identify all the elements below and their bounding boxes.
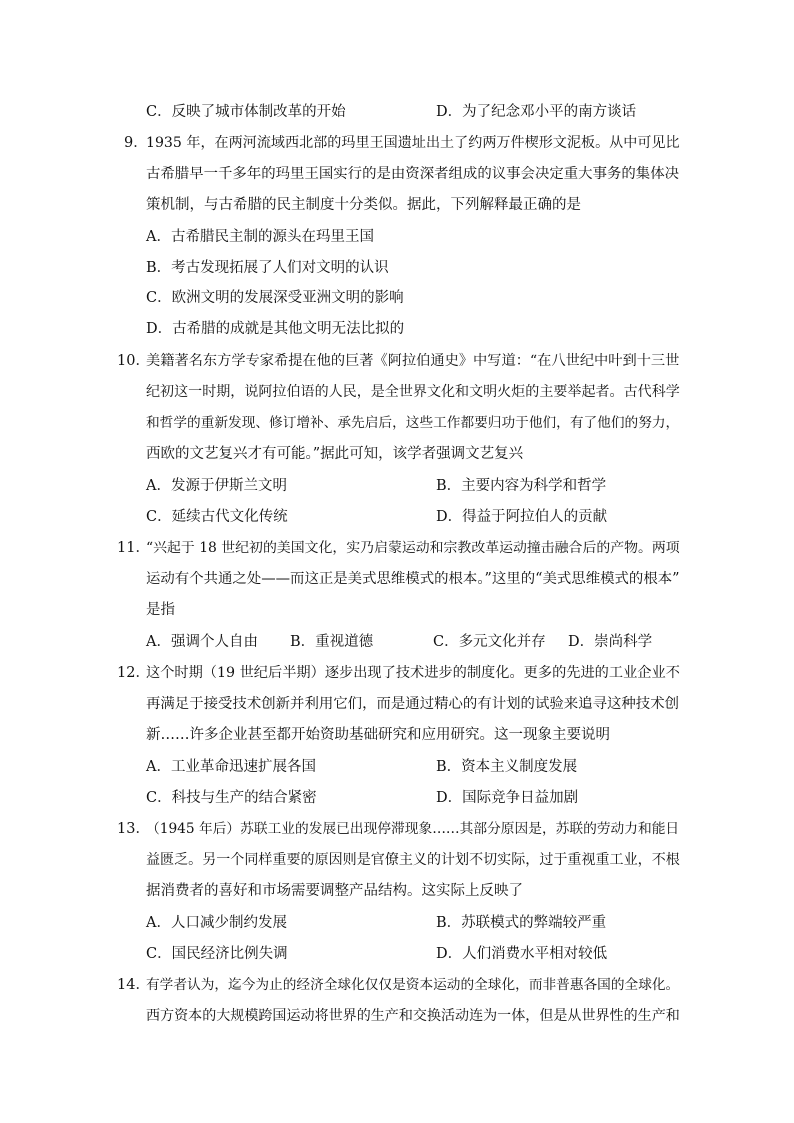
question-11-option-c: C．多元文化并存	[433, 634, 546, 650]
question-12-line: 再满足于接受技术创新并利用它们，而是通过精心的有计划的试验来追寻这种技术创	[146, 696, 680, 712]
question-9-option-a: A．古希腊民主制的源头在玛里王国	[146, 229, 374, 245]
question-10-line: 和哲学的重新发现、修订增补、承先启后，这些工作都要归功于他们，有了他们的努力，	[146, 415, 680, 431]
question-9-line: 1935 年，在两河流域西北部的玛里王国遗址出土了约两万件楔形文泥板。从中可见比	[146, 135, 680, 151]
question-9-option-d: D．古希腊的成就是其他文明无法比拟的	[146, 321, 405, 337]
question-11-option-d: D．崇尚科学	[568, 634, 653, 650]
question-9-line: 策机制，与古希腊的民主制度十分类似。据此，下列解释最正确的是	[146, 197, 581, 213]
question-10-number: 10．	[117, 353, 150, 369]
question-13-option-c: C．国民经济比例失调	[146, 946, 288, 962]
question-10-option-d: D．得益于阿拉伯人的贡献	[436, 509, 608, 525]
question-12-line: 新……许多企业甚至都开始资助基础研究和应用研究。这一现象主要说明	[146, 727, 610, 743]
question-12-option-c: C．科技与生产的结合紧密	[146, 790, 317, 806]
question-14-number: 14．	[117, 977, 150, 993]
question-10-option-b: B．主要内容为科学和哲学	[436, 478, 607, 494]
option-c: C．反映了城市体制改革的开始	[146, 104, 346, 120]
question-11-line: 是指	[146, 602, 175, 618]
question-13-option-a: A．人口减少制约发展	[146, 915, 287, 931]
question-13-line: 据消费者的喜好和市场需要调整产品结构。这实际上反映了	[146, 883, 523, 899]
question-9-option-c: C．欧洲文明的发展深受亚洲文明的影响	[146, 290, 404, 306]
option-d: D．为了纪念邓小平的南方谈话	[436, 104, 637, 120]
question-12-option-b: B．资本主义制度发展	[436, 759, 578, 775]
question-14-line: 有学者认为，迄今为止的经济全球化仅仅是资本运动的全球化，而非普惠各国的全球化。	[146, 977, 680, 993]
question-13-option-b: B．苏联模式的弊端较严重	[436, 915, 607, 931]
question-12-option-d: D．国际竞争日益加剧	[436, 790, 579, 806]
question-10-option-c: C．延续古代文化传统	[146, 509, 288, 525]
question-10-option-a: A．发源于伊斯兰文明	[146, 478, 287, 494]
question-13-line: （1945 年后）苏联工业的发展已出现停滞现象……其部分原因是，苏联的劳动力和能日	[146, 821, 680, 837]
question-9-option-b: B．考古发现拓展了人们对文明的认识	[146, 260, 389, 276]
question-13-number: 13．	[117, 821, 150, 837]
question-9-line: 古希腊早一千多年的玛里王国实行的是由资深者组成的议事会决定重大事务的集体决	[146, 166, 680, 182]
question-11-option-b: B．重视道德	[290, 634, 374, 650]
question-11-number: 11．	[117, 540, 150, 556]
question-13-option-d: D．人们消费水平相对较低	[436, 946, 608, 962]
question-10-line: 纪初这一时期，说阿拉伯语的人民，是全世界文化和文明火炬的主要举起者。古代科学	[146, 384, 680, 400]
question-13-line: 益匮乏。另一个同样重要的原因则是官僚主义的计划不切实际，过于重视重工业，不根	[146, 852, 680, 868]
question-10-line: 西欧的文艺复兴才有可能。”据此可知，该学者强调文艺复兴	[146, 446, 524, 462]
question-11-line: 运动有个共通之处——而这正是美式思维模式的根本。”这里的“美式思维模式的根本”	[146, 571, 680, 587]
question-11-line: “兴起于 18 世纪初的美国文化，实乃启蒙运动和宗教改革运动撞击融合后的产物。两项	[146, 540, 680, 556]
question-14-line: 西方资本的大规模跨国运动将世界的生产和交换活动连为一体，但是从世界性的生产和	[146, 1008, 680, 1024]
question-12-number: 12．	[117, 665, 150, 681]
question-10-line: 美籍著名东方学专家希提在他的巨著《阿拉伯通史》中写道：“在八世纪中叶到十三世	[146, 353, 680, 369]
question-12-line: 这个时期（19 世纪后半期）逐步出现了技术进步的制度化。更多的先进的工业企业不	[146, 665, 680, 681]
question-11-option-a: A．强调个人自由	[146, 634, 258, 650]
question-9-number: 9．	[124, 135, 148, 151]
question-12-option-a: A．工业革命迅速扩展各国	[146, 759, 316, 775]
